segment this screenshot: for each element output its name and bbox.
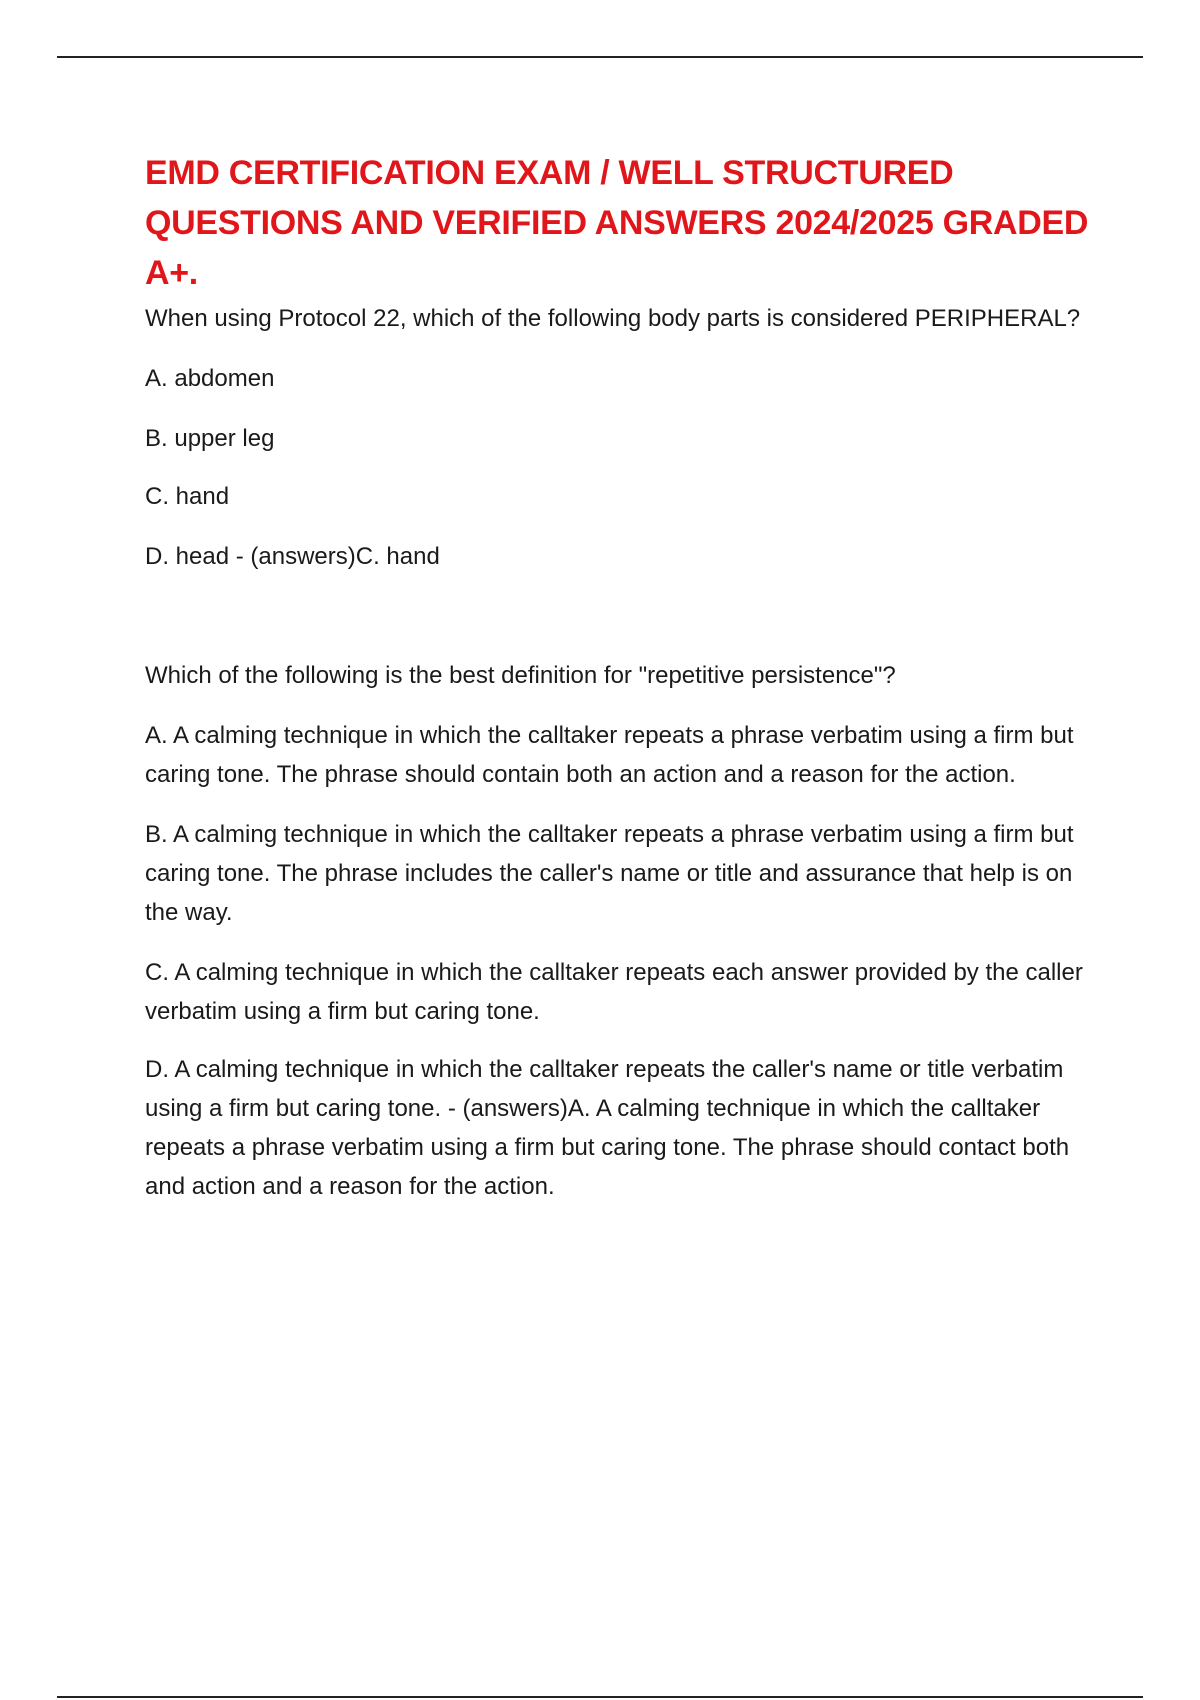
question-2-option-d-with-answer: D. A calming technique in which the calltaker repeats the caller's name or title verbatim using a firm but caring tone. - (answers)A. A calming technique in which the calltaker repeats a phrase verbatim using a firm but caring tone. The phrase should contact both and action and a reason for the action. (145, 1056, 1070, 1200)
header-rule (57, 56, 1143, 58)
question-1-option-a: A. abdomen (145, 365, 275, 392)
question-2-text: Which of the following is the best definition for "repetitive persistence"? (145, 662, 896, 689)
question-1-option-c: C. hand (145, 483, 230, 510)
question-2-option-a: A. A calming technique in which the calltaker repeats a phrase verbatim using a firm but caring tone. The phrase should contain both an action and a reason for the action. (145, 722, 1074, 788)
question-2-option-b: B. A calming technique in which the calltaker repeats a phrase verbatim using a firm but caring tone. The phrase includes the caller's name or title and assurance that help is on the way. (145, 821, 1074, 926)
footer-rule (57, 1696, 1143, 1698)
question-1-option-d-with-answer: D. head - (answers)C. hand (145, 543, 440, 570)
document-body (145, 148, 1090, 1206)
question-2-option-c: C. A calming technique in which the calltaker repeats each answer provided by the caller verbatim using a firm but caring tone. (145, 959, 1083, 1025)
document-title: EMD CERTIFICATION EXAM / WELL STRUCTURED QUESTIONS AND VERIFIED ANSWERS 2024/2025 GRADED A+. (145, 154, 1089, 292)
question-1-option-b: B. upper leg (145, 425, 275, 452)
question-1-text: When using Protocol 22, which of the following body parts is considered PERIPHERAL? (145, 305, 1081, 332)
